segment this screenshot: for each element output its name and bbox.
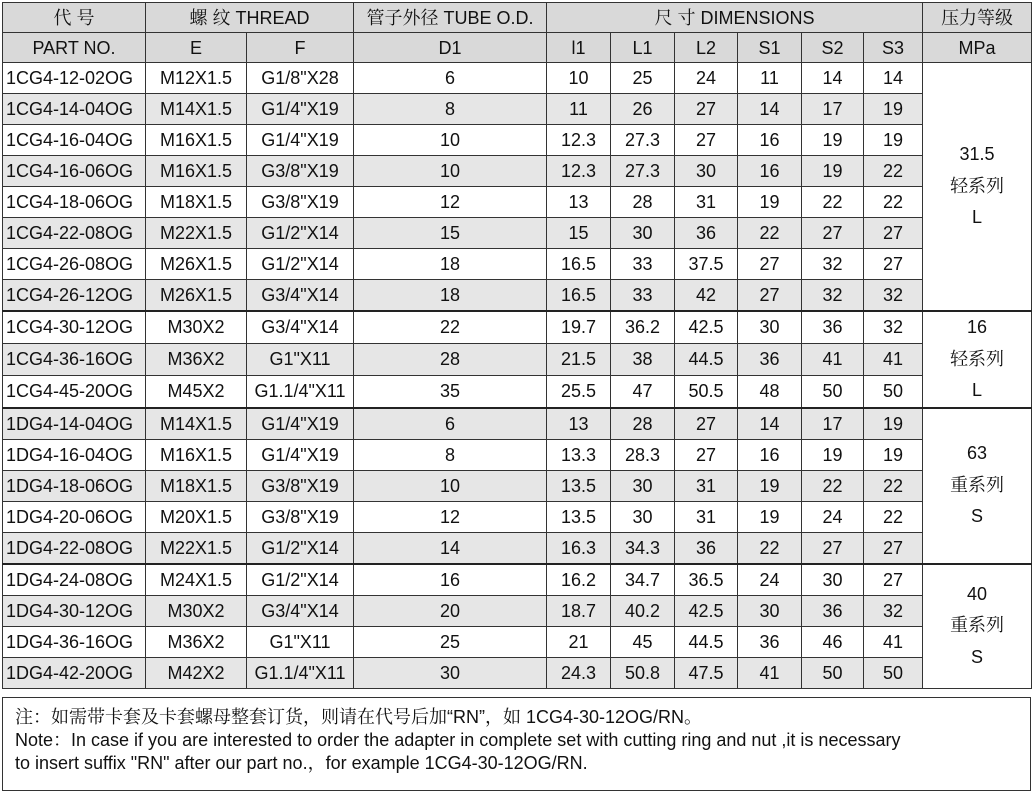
- dim-S1-cell: 30: [738, 595, 802, 626]
- dim-L1-cell: 47: [611, 375, 675, 407]
- table-row: [3, 532, 1032, 564]
- table-row: [3, 125, 1032, 156]
- tube-od-d1-cell: 10: [354, 156, 547, 187]
- dim-l1-small-cell: 16.5: [547, 280, 611, 312]
- table-row: [3, 218, 1032, 249]
- pressure-header-cn: 压力等级: [923, 3, 1032, 33]
- tube-od-d1-cell: 10: [354, 125, 547, 156]
- dim-S1-cell: 22: [738, 218, 802, 249]
- table-row: [3, 94, 1032, 125]
- pressure-group-cell: [923, 564, 1032, 689]
- dim-L1-cell: 40.2: [611, 595, 675, 626]
- thread-f-cell: G1/4"X19: [247, 439, 354, 470]
- tube-od-d1-cell: 14: [354, 532, 547, 564]
- dim-l1-small-cell: 12.3: [547, 125, 611, 156]
- thread-f-cell: G1.1/4"X11: [247, 657, 354, 688]
- dim-S2-cell: 24: [802, 501, 864, 532]
- dim-L2-cell: 36.5: [675, 564, 738, 596]
- thread-e-cell: M36X2: [146, 343, 247, 375]
- pressure-code: L: [972, 207, 983, 228]
- thread-e-cell: M12X1.5: [146, 63, 247, 94]
- tube-od-d1-cell: 30: [354, 657, 547, 688]
- dim-L2-cell: 44.5: [675, 343, 738, 375]
- dim-L1-cell: 27.3: [611, 125, 675, 156]
- dim-L2-cell: 27: [675, 408, 738, 440]
- dim-S2-cell: 36: [802, 595, 864, 626]
- dim-L1-cell: 34.7: [611, 564, 675, 596]
- thread-e-cell: M45X2: [146, 375, 247, 407]
- dim-S2-cell: 46: [802, 626, 864, 657]
- part-no-header: PART NO.: [3, 33, 146, 63]
- dim-L1-cell: 45: [611, 626, 675, 657]
- dim-S2-cell: 27: [802, 218, 864, 249]
- dim-S3-cell: 41: [864, 343, 923, 375]
- pressure-series: 轻系列: [950, 175, 1005, 196]
- dim-S3-cell: 32: [864, 595, 923, 626]
- dim-L1-cell: 25: [611, 63, 675, 94]
- dim-S2-cell: 32: [802, 280, 864, 312]
- thread-e-cell: M26X1.5: [146, 280, 247, 312]
- dim-l1-small-cell: 16.5: [547, 249, 611, 280]
- dim-l1-small-cell: 13.5: [547, 470, 611, 501]
- thread-f-cell: G3/4"X14: [247, 280, 354, 312]
- part-no-cell: 1DG4-16-04OG: [3, 439, 146, 470]
- table-row: [3, 470, 1032, 501]
- dim-S2-cell: 41: [802, 343, 864, 375]
- S1-header: S1: [738, 33, 802, 63]
- dim-S3-cell: 27: [864, 249, 923, 280]
- table-row: [3, 626, 1032, 657]
- thread-f-cell: G3/8"X19: [247, 156, 354, 187]
- tube-od-d1-cell: 12: [354, 501, 547, 532]
- pressure-series: 重系列: [950, 615, 1005, 636]
- dim-S3-cell: 22: [864, 156, 923, 187]
- table-row: [3, 564, 1032, 596]
- dim-S3-cell: 32: [864, 280, 923, 312]
- header-row-2: [3, 33, 1032, 63]
- part-no-cell: 1CG4-30-12OG: [3, 311, 146, 343]
- dim-L2-cell: 50.5: [675, 375, 738, 407]
- dim-S1-cell: 19: [738, 470, 802, 501]
- dim-S2-cell: 22: [802, 187, 864, 218]
- pressure-value: 16: [967, 317, 988, 337]
- tube-od-d1-cell: 12: [354, 187, 547, 218]
- d1-header: D1: [354, 33, 547, 63]
- dim-l1-small-cell: 11: [547, 94, 611, 125]
- part-header-cn: 代 号: [3, 3, 146, 33]
- f-header: F: [247, 33, 354, 63]
- dim-L1-cell: 34.3: [611, 532, 675, 564]
- dim-S3-cell: 19: [864, 94, 923, 125]
- dim-l1-small-cell: 12.3: [547, 156, 611, 187]
- dim-L1-cell: 27.3: [611, 156, 675, 187]
- dim-l1-small-cell: 13.5: [547, 501, 611, 532]
- dim-S1-cell: 19: [738, 501, 802, 532]
- thread-e-cell: M26X1.5: [146, 249, 247, 280]
- table-row: [3, 375, 1032, 407]
- tube-od-d1-cell: 20: [354, 595, 547, 626]
- dim-l1-small-cell: 19.7: [547, 311, 611, 343]
- dim-S1-cell: 36: [738, 626, 802, 657]
- tube-od-d1-cell: 6: [354, 408, 547, 440]
- dim-L2-cell: 47.5: [675, 657, 738, 688]
- dim-S1-cell: 27: [738, 249, 802, 280]
- thread-e-cell: M24X1.5: [146, 564, 247, 596]
- dim-L2-cell: 31: [675, 187, 738, 218]
- S2-header: S2: [802, 33, 864, 63]
- table-row: [3, 343, 1032, 375]
- table-row: [3, 501, 1032, 532]
- dim-S3-cell: 27: [864, 564, 923, 596]
- thread-e-cell: M22X1.5: [146, 532, 247, 564]
- dim-L2-cell: 24: [675, 63, 738, 94]
- thread-f-cell: G3/8"X19: [247, 501, 354, 532]
- dim-S1-cell: 22: [738, 532, 802, 564]
- tube-od-header: 管子外径 TUBE O.D.: [354, 3, 547, 33]
- part-no-cell: 1DG4-36-16OG: [3, 626, 146, 657]
- S3-header: S3: [864, 33, 923, 63]
- dim-S1-cell: 14: [738, 408, 802, 440]
- dim-S3-cell: 27: [864, 532, 923, 564]
- dim-L1-cell: 33: [611, 280, 675, 312]
- dim-L2-cell: 36: [675, 532, 738, 564]
- thread-f-cell: G1"X11: [247, 343, 354, 375]
- thread-f-cell: G1/2"X14: [247, 249, 354, 280]
- dim-S3-cell: 19: [864, 125, 923, 156]
- order-note: [2, 697, 1031, 791]
- dim-l1-small-cell: 21.5: [547, 343, 611, 375]
- table-row: [3, 156, 1032, 187]
- part-no-cell: 1DG4-24-08OG: [3, 564, 146, 596]
- thread-f-cell: G3/8"X19: [247, 187, 354, 218]
- dim-S2-cell: 30: [802, 564, 864, 596]
- part-no-cell: 1CG4-16-06OG: [3, 156, 146, 187]
- L1-header: L1: [611, 33, 675, 63]
- tube-od-d1-cell: 18: [354, 249, 547, 280]
- thread-e-cell: M14X1.5: [146, 408, 247, 440]
- table-row: [3, 439, 1032, 470]
- table-row: [3, 408, 1032, 440]
- dim-S2-cell: 19: [802, 156, 864, 187]
- dim-L1-cell: 28: [611, 408, 675, 440]
- thread-e-cell: M16X1.5: [146, 439, 247, 470]
- dim-S2-cell: 32: [802, 249, 864, 280]
- dim-l1-small-cell: 13: [547, 408, 611, 440]
- tube-od-d1-cell: 8: [354, 439, 547, 470]
- dim-L2-cell: 42.5: [675, 595, 738, 626]
- thread-e-cell: M18X1.5: [146, 470, 247, 501]
- dim-L2-cell: 31: [675, 470, 738, 501]
- dim-L2-cell: 27: [675, 94, 738, 125]
- dim-L2-cell: 36: [675, 218, 738, 249]
- thread-e-cell: M16X1.5: [146, 156, 247, 187]
- dim-S1-cell: 16: [738, 125, 802, 156]
- note-cn: 注：如需带卡套及卡套螺母整套订货，则请在代号后加“RN”，如 1CG4-30-12OG/RN。: [15, 707, 703, 727]
- dim-S1-cell: 41: [738, 657, 802, 688]
- part-no-cell: 1DG4-30-12OG: [3, 595, 146, 626]
- dim-S3-cell: 19: [864, 439, 923, 470]
- pressure-group-cell: [923, 408, 1032, 564]
- dim-l1-small-cell: 15: [547, 218, 611, 249]
- table-row: [3, 249, 1032, 280]
- tube-od-d1-cell: 8: [354, 94, 547, 125]
- part-no-cell: 1CG4-26-08OG: [3, 249, 146, 280]
- thread-f-cell: G1/8"X28: [247, 63, 354, 94]
- tube-od-d1-cell: 35: [354, 375, 547, 407]
- dim-S1-cell: 36: [738, 343, 802, 375]
- dim-S2-cell: 19: [802, 125, 864, 156]
- part-no-cell: 1CG4-14-04OG: [3, 94, 146, 125]
- tube-od-d1-cell: 10: [354, 470, 547, 501]
- thread-f-cell: G1/2"X14: [247, 564, 354, 596]
- dim-L1-cell: 33: [611, 249, 675, 280]
- dim-S3-cell: 50: [864, 657, 923, 688]
- tube-od-d1-cell: 22: [354, 311, 547, 343]
- tube-od-d1-cell: 28: [354, 343, 547, 375]
- thread-e-cell: M16X1.5: [146, 125, 247, 156]
- dim-L1-cell: 30: [611, 501, 675, 532]
- dim-S1-cell: 24: [738, 564, 802, 596]
- fitting-spec-table: [2, 2, 1032, 689]
- dim-S3-cell: 22: [864, 470, 923, 501]
- dim-S1-cell: 16: [738, 439, 802, 470]
- pressure-value: 31.5: [959, 144, 995, 165]
- tube-od-d1-cell: 6: [354, 63, 547, 94]
- part-no-cell: 1CG4-12-02OG: [3, 63, 146, 94]
- header-row-1: [3, 3, 1032, 33]
- thread-f-cell: G1/4"X19: [247, 408, 354, 440]
- pressure-value: 40: [967, 583, 988, 604]
- part-no-cell: 1DG4-20-06OG: [3, 501, 146, 532]
- dim-S3-cell: 22: [864, 501, 923, 532]
- dim-S2-cell: 14: [802, 63, 864, 94]
- part-no-cell: 1CG4-16-04OG: [3, 125, 146, 156]
- dim-l1-small-cell: 16.3: [547, 532, 611, 564]
- pressure-group-cell: [923, 311, 1032, 408]
- dim-L1-cell: 28.3: [611, 439, 675, 470]
- dim-l1-small-cell: 21: [547, 626, 611, 657]
- pressure-code: S: [971, 646, 984, 667]
- thread-e-cell: M20X1.5: [146, 501, 247, 532]
- thread-e-cell: M30X2: [146, 311, 247, 343]
- thread-f-cell: G1/4"X19: [247, 125, 354, 156]
- dim-L1-cell: 50.8: [611, 657, 675, 688]
- table-row: [3, 595, 1032, 626]
- note-en-line2: to insert suffix "RN" after our part no.，for example 1CG4-30-12OG/RN.: [15, 753, 588, 773]
- dim-l1-small-cell: 16.2: [547, 564, 611, 596]
- dim-l1-small-cell: 18.7: [547, 595, 611, 626]
- part-no-cell: 1DG4-22-08OG: [3, 532, 146, 564]
- part-no-cell: 1CG4-18-06OG: [3, 187, 146, 218]
- dim-S2-cell: 36: [802, 311, 864, 343]
- dim-L2-cell: 44.5: [675, 626, 738, 657]
- part-no-cell: 1CG4-26-12OG: [3, 280, 146, 312]
- dim-S3-cell: 32: [864, 311, 923, 343]
- dim-S2-cell: 50: [802, 657, 864, 688]
- pressure-series: 重系列: [950, 474, 1005, 495]
- part-no-cell: 1DG4-42-20OG: [3, 657, 146, 688]
- dim-S2-cell: 17: [802, 408, 864, 440]
- dim-L2-cell: 42.5: [675, 311, 738, 343]
- dim-L1-cell: 30: [611, 218, 675, 249]
- dim-S1-cell: 19: [738, 187, 802, 218]
- thread-f-cell: G1/2"X14: [247, 218, 354, 249]
- thread-f-cell: G1/2"X14: [247, 532, 354, 564]
- thread-e-cell: M14X1.5: [146, 94, 247, 125]
- dim-L1-cell: 38: [611, 343, 675, 375]
- dim-S2-cell: 19: [802, 439, 864, 470]
- part-no-cell: 1CG4-45-20OG: [3, 375, 146, 407]
- part-no-cell: 1CG4-22-08OG: [3, 218, 146, 249]
- pressure-code: L: [972, 380, 983, 400]
- part-no-cell: 1DG4-18-06OG: [3, 470, 146, 501]
- dim-S3-cell: 22: [864, 187, 923, 218]
- thread-f-cell: G1"X11: [247, 626, 354, 657]
- thread-header: 螺 纹 THREAD: [146, 3, 354, 33]
- dim-S3-cell: 19: [864, 408, 923, 440]
- dim-L1-cell: 30: [611, 470, 675, 501]
- dim-S2-cell: 50: [802, 375, 864, 407]
- dim-S2-cell: 17: [802, 94, 864, 125]
- thread-e-cell: M22X1.5: [146, 218, 247, 249]
- dim-L2-cell: 27: [675, 439, 738, 470]
- tube-od-d1-cell: 15: [354, 218, 547, 249]
- dim-L1-cell: 28: [611, 187, 675, 218]
- table-row: [3, 63, 1032, 94]
- thread-f-cell: G1.1/4"X11: [247, 375, 354, 407]
- L2-header: L2: [675, 33, 738, 63]
- dim-S3-cell: 50: [864, 375, 923, 407]
- dim-S1-cell: 27: [738, 280, 802, 312]
- thread-f-cell: G1/4"X19: [247, 94, 354, 125]
- thread-e-cell: M30X2: [146, 595, 247, 626]
- thread-f-cell: G3/8"X19: [247, 470, 354, 501]
- pressure-series: 轻系列: [950, 348, 1005, 369]
- dim-l1-small-cell: 24.3: [547, 657, 611, 688]
- table-body: [3, 63, 1032, 689]
- dim-l1-small-cell: 25.5: [547, 375, 611, 407]
- part-no-cell: 1CG4-36-16OG: [3, 343, 146, 375]
- dimensions-header: 尺 寸 DIMENSIONS: [547, 3, 923, 33]
- dim-S1-cell: 14: [738, 94, 802, 125]
- table-row: [3, 187, 1032, 218]
- pressure-value: 63: [967, 443, 988, 464]
- dim-L2-cell: 30: [675, 156, 738, 187]
- l1-small-header: l1: [547, 33, 611, 63]
- dim-S3-cell: 27: [864, 218, 923, 249]
- tube-od-d1-cell: 25: [354, 626, 547, 657]
- thread-f-cell: G3/4"X14: [247, 311, 354, 343]
- thread-e-cell: M18X1.5: [146, 187, 247, 218]
- dim-L2-cell: 37.5: [675, 249, 738, 280]
- tube-od-d1-cell: 16: [354, 564, 547, 596]
- pressure-group-cell: [923, 63, 1032, 312]
- thread-e-cell: M36X2: [146, 626, 247, 657]
- table-row: [3, 280, 1032, 312]
- dim-S1-cell: 48: [738, 375, 802, 407]
- dim-S2-cell: 27: [802, 532, 864, 564]
- dim-L2-cell: 27: [675, 125, 738, 156]
- dim-L2-cell: 31: [675, 501, 738, 532]
- dim-S3-cell: 41: [864, 626, 923, 657]
- mpa-header: MPa: [923, 33, 1032, 63]
- note-en-line1: Note：In case if you are interested to order the adapter in complete set with cutting ring and nut ,it is necessary: [15, 730, 901, 750]
- dim-S1-cell: 11: [738, 63, 802, 94]
- dim-l1-small-cell: 13: [547, 187, 611, 218]
- pressure-code: S: [971, 506, 984, 527]
- dim-l1-small-cell: 13.3: [547, 439, 611, 470]
- dim-S1-cell: 16: [738, 156, 802, 187]
- table-row: [3, 311, 1032, 343]
- e-header: E: [146, 33, 247, 63]
- dim-S1-cell: 30: [738, 311, 802, 343]
- tube-od-d1-cell: 18: [354, 280, 547, 312]
- dim-S3-cell: 14: [864, 63, 923, 94]
- part-no-cell: 1DG4-14-04OG: [3, 408, 146, 440]
- thread-e-cell: M42X2: [146, 657, 247, 688]
- dim-l1-small-cell: 10: [547, 63, 611, 94]
- dim-S2-cell: 22: [802, 470, 864, 501]
- table-row: [3, 657, 1032, 688]
- thread-f-cell: G3/4"X14: [247, 595, 354, 626]
- dim-L2-cell: 42: [675, 280, 738, 312]
- dim-L1-cell: 36.2: [611, 311, 675, 343]
- dim-L1-cell: 26: [611, 94, 675, 125]
